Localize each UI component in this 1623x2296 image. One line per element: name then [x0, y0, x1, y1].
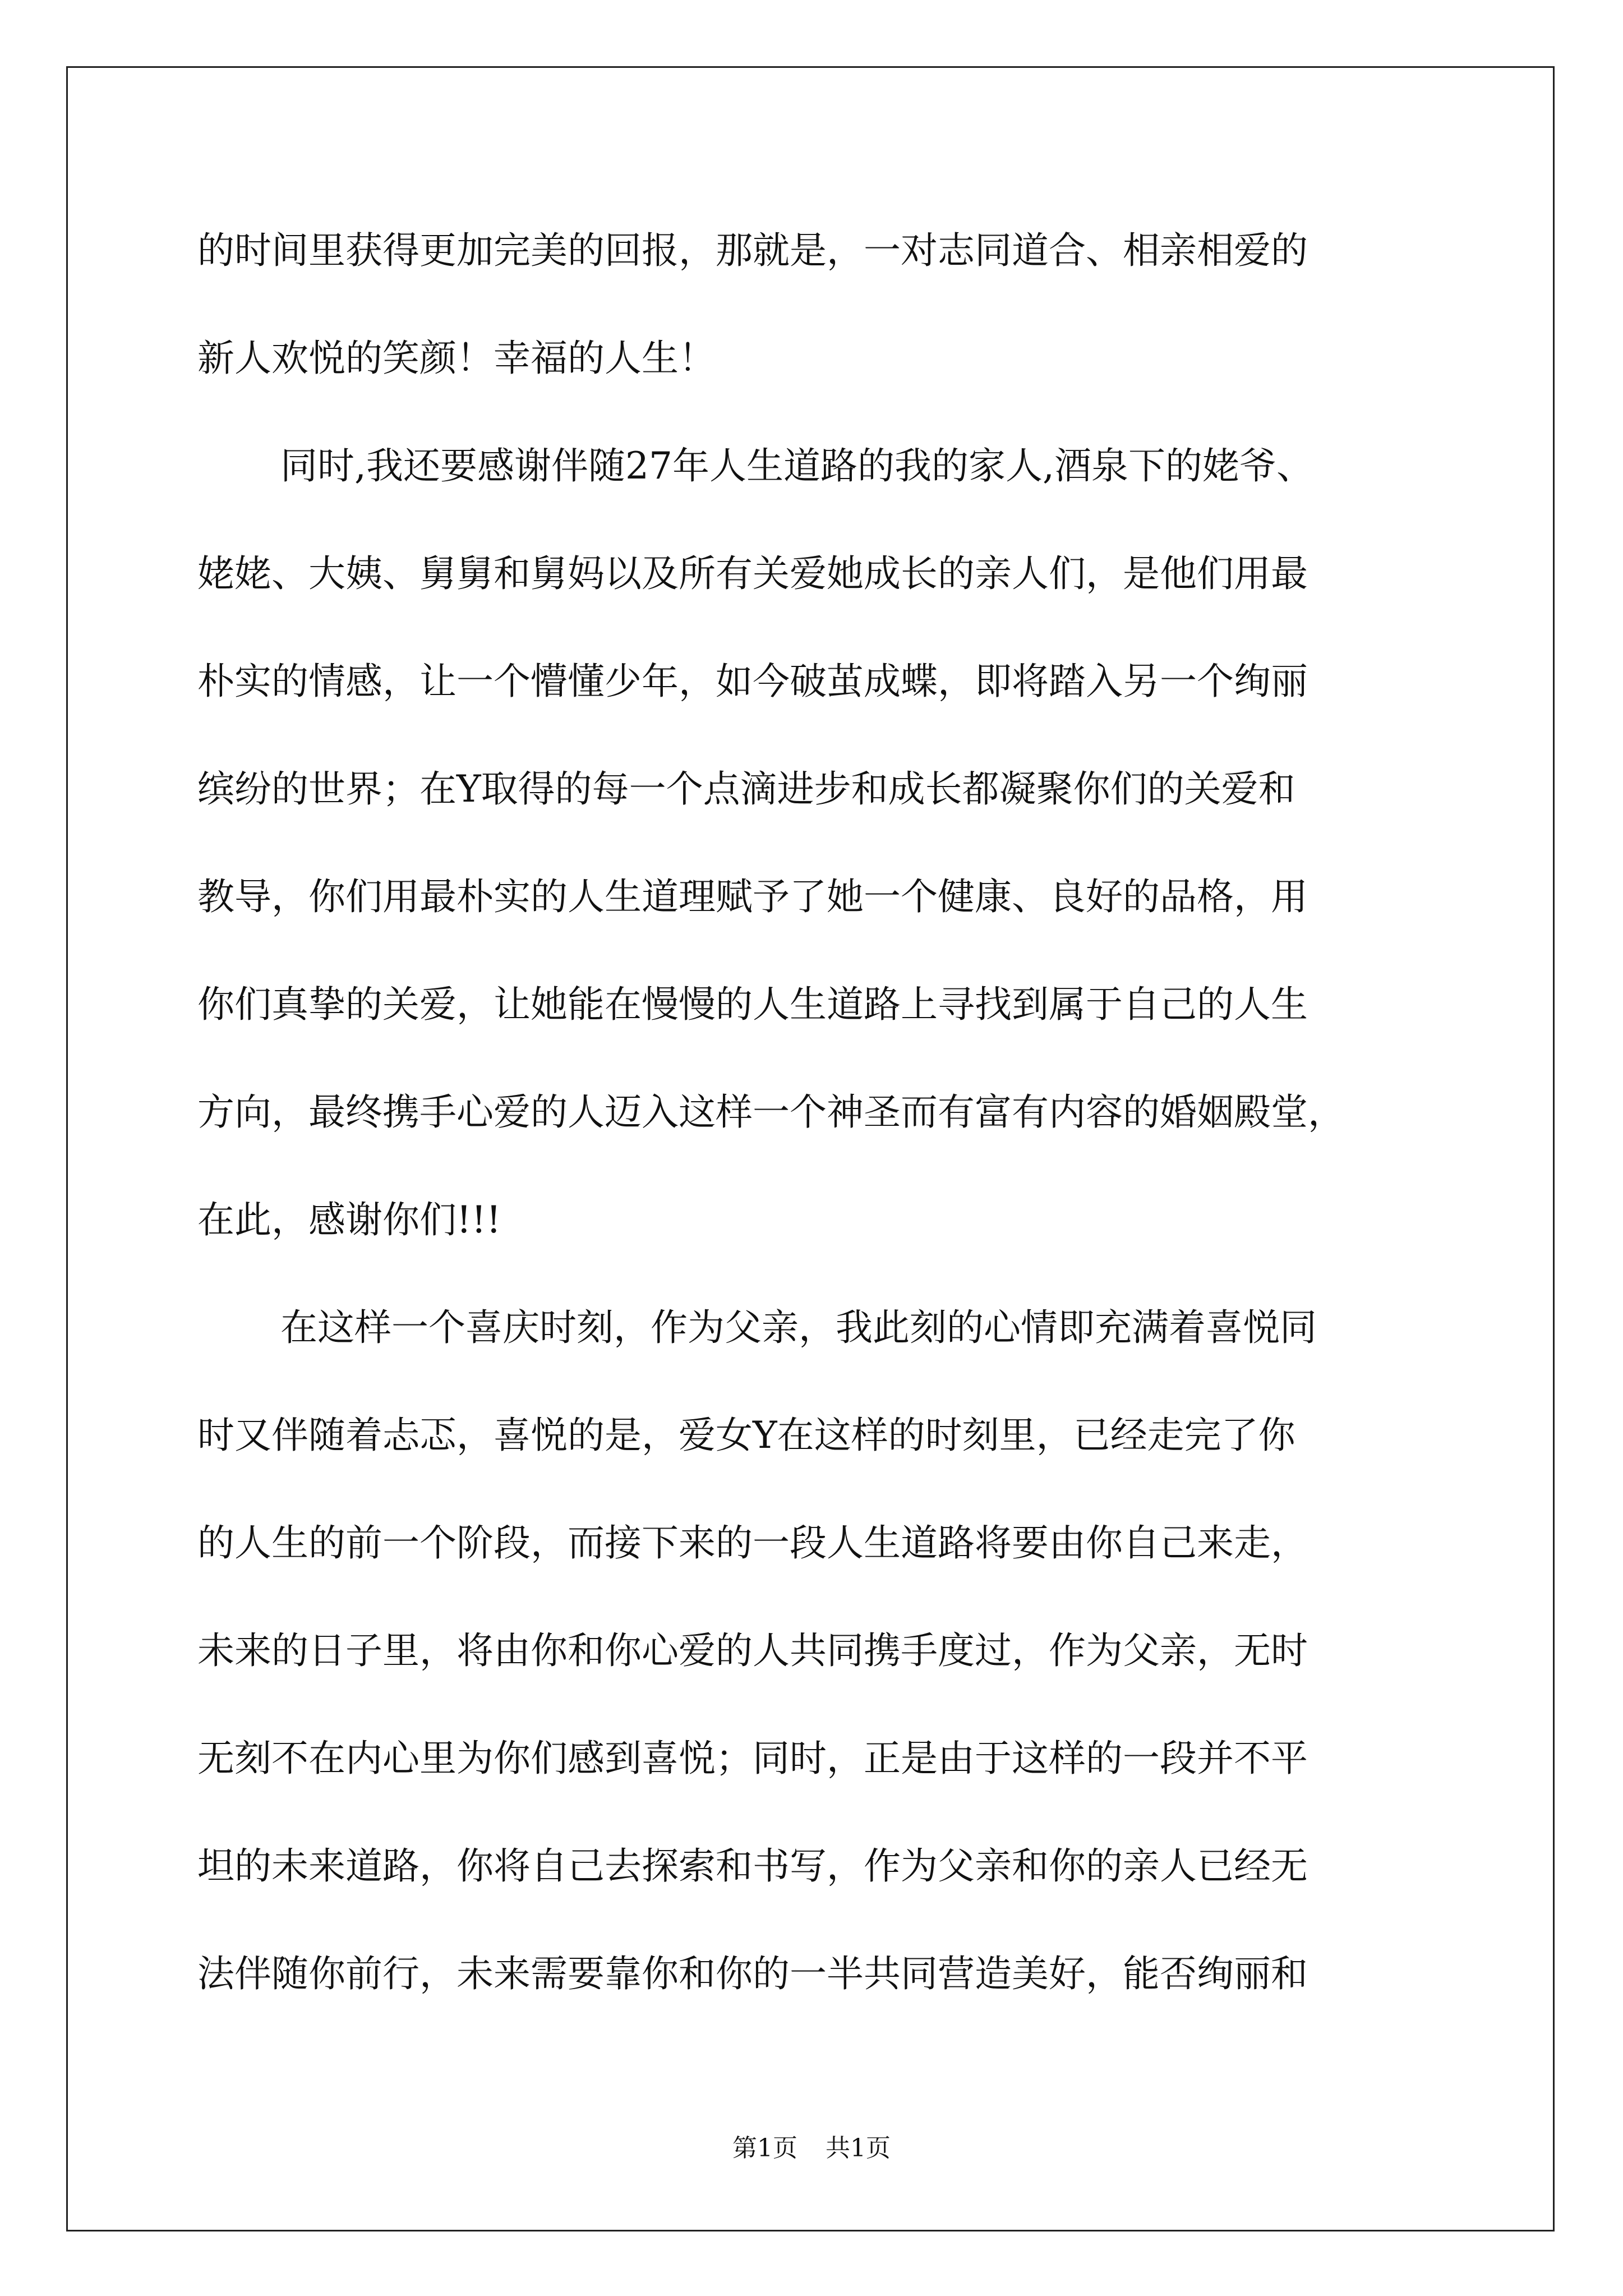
text-line: 朴实的情感，让一个懵懂少年，如今破茧成蝶，即将踏入另一个绚丽	[197, 660, 1308, 703]
text-line: 法伴随你前行，未来需要靠你和你的一半共同营造美好，能否绚丽和	[197, 1952, 1308, 1995]
text-line: 无刻不在内心里为你们感到喜悦；同时，正是由于这样的一段并不平	[197, 1737, 1308, 1780]
text-line: 方向，最终携手心爱的人迈入这样一个神圣而有富有内容的婚姻殿堂，	[197, 1091, 1345, 1134]
text-line: 坦的未来道路，你将自己去探索和书写，作为父亲和你的亲人已经无	[197, 1844, 1308, 1888]
text-line: 在此，感谢你们!!!	[197, 1198, 501, 1241]
text-line: 缤纷的世界；在Y取得的每一个点滴进步和成长都凝聚你们的关爱和	[197, 767, 1295, 811]
text-line: 的人生的前一个阶段，而接下来的一段人生道路将要由你自己来走，	[197, 1521, 1308, 1565]
document-body	[197, 220, 1431, 2051]
text-line: 未来的日子里，将由你和你心爱的人共同携手度过，作为父亲，无时	[197, 1629, 1308, 1672]
text-line: 的时间里获得更加完美的回报，那就是，一对志同道合、相亲相爱的	[197, 229, 1308, 272]
text-line: 时又伴随着忐忑，喜悦的是，爱女Y在这样的时刻里，已经走完了你	[197, 1414, 1295, 1457]
paragraph-first-line: 同时,我还要感谢伴随27年人生道路的我的家人,酒泉下的姥爷、	[280, 444, 1313, 487]
paragraph-first-line: 在这样一个喜庆时刻，作为父亲，我此刻的心情即充满着喜悦同	[280, 1306, 1317, 1349]
page-footer	[0, 2132, 1623, 2165]
text-line: 你们真挚的关爱，让她能在慢慢的人生道路上寻找到属于自己的人生	[197, 983, 1308, 1026]
text-line: 新人欢悦的笑颜！幸福的人生！	[197, 337, 716, 380]
page-total: 共1页	[826, 2134, 891, 2162]
page-number: 第1页	[732, 2134, 797, 2162]
text-line: 教导，你们用最朴实的人生道理赋予了她一个健康、良好的品格，用	[197, 875, 1308, 918]
text-line: 姥姥、大姨、舅舅和舅妈以及所有关爱她成长的亲人们，是他们用最	[197, 552, 1308, 595]
